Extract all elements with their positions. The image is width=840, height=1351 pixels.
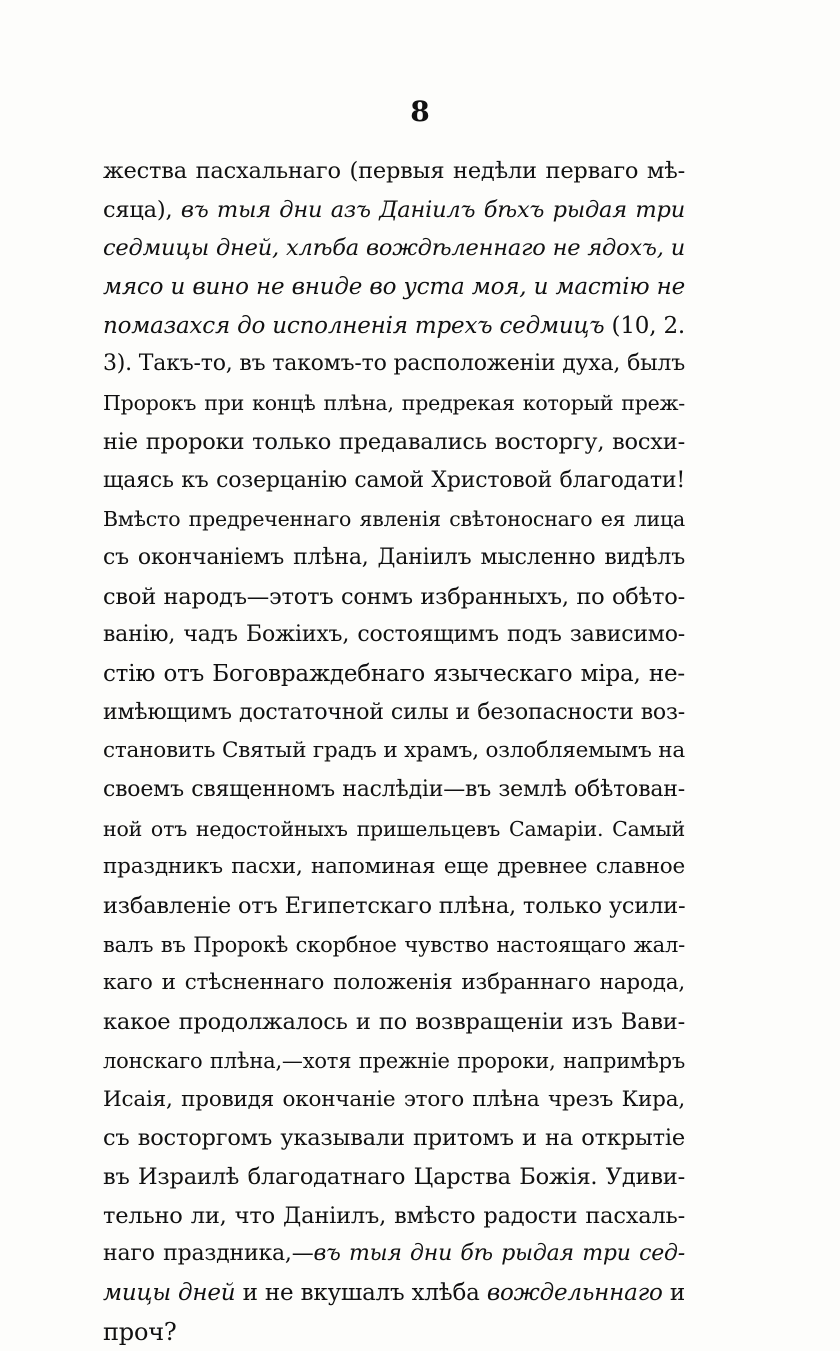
text-line xyxy=(103,771,685,810)
text-line xyxy=(103,578,685,617)
text-line xyxy=(103,384,685,423)
text-segment: щаясь къ созерцанію самой Христовой благодати! xyxy=(103,467,685,493)
text-segment: становить Святый градъ и храмъ, озлобляемымъ на xyxy=(103,738,685,764)
text-segment: Пророкъ при концѣ плѣна, предрекая который преж- xyxy=(103,391,685,416)
text-line xyxy=(103,1197,685,1236)
italic-quote-segment: въ тыя дни бѣ рыдая три сед- xyxy=(313,1241,686,1267)
text-line xyxy=(103,616,685,655)
italic-quote-segment: седмицы дней, хлѣба вождѣленнаго не ядохъ, и xyxy=(103,235,685,262)
text-segment: избавленіе отъ Египетскаго плѣна, только усили- xyxy=(103,893,686,920)
text-segment: лонскаго плѣна,—хотя прежніе пророки, напримѣръ xyxy=(103,1048,685,1073)
text-segment: ніе пророки только предавались восторгу, восхи- xyxy=(103,428,685,455)
italic-quote-segment: вождельннаго xyxy=(486,1279,663,1306)
text-segment: каго и стѣсненнаго положенія избраннаго народа, xyxy=(103,970,685,996)
text-line xyxy=(103,848,685,887)
text-line xyxy=(103,732,685,771)
text-line xyxy=(103,694,685,733)
text-segment: имѣющимъ достаточной силы и безопасности воз- xyxy=(103,699,685,725)
text-line xyxy=(103,926,685,965)
text-segment: ванію, чадъ Божіихъ, состоящимъ подъ зависимо- xyxy=(103,622,685,648)
text-segment: своемъ священномъ наслѣдіи—въ землѣ обѣтован- xyxy=(103,777,685,802)
text-segment: какое продолжалось и по возвращеніи изъ Вави- xyxy=(103,1009,685,1036)
text-segment: въ Израилѣ благодатнаго Царства Божія. Удиви- xyxy=(103,1163,685,1190)
text-segment: и не вкушалъ хлѣба xyxy=(235,1279,487,1306)
text-segment: Исаія, провидя окончаніе этого плѣна чрезъ Кира, xyxy=(103,1086,685,1112)
text-line xyxy=(103,500,685,539)
text-segment: и xyxy=(662,1279,685,1306)
text-segment: тельно ли, что Даніилъ, вмѣсто радости пасхаль- xyxy=(103,1202,685,1229)
italic-quote-segment: мясо и вино не вниде во уста моя, и мастію не xyxy=(103,274,685,301)
text-line xyxy=(103,1003,685,1042)
text-line xyxy=(103,655,685,694)
text-line xyxy=(103,152,685,191)
text-line xyxy=(103,1313,685,1351)
text-line xyxy=(103,1119,685,1158)
text-segment: съ восторгомъ указывали притомъ и на открытіе xyxy=(103,1125,685,1152)
text-line xyxy=(103,1235,685,1274)
text-line xyxy=(103,307,685,346)
text-line xyxy=(103,1158,685,1197)
italic-quote-segment: мицы дней xyxy=(103,1279,236,1306)
text-line xyxy=(103,268,685,307)
italic-quote-segment: помазахся до исполненія трехъ седмицъ xyxy=(103,312,605,339)
italic-quote-segment: въ тыя дни азъ Даніилъ бѣхъ рыдая три xyxy=(180,196,685,223)
text-line xyxy=(103,887,685,926)
text-segment: съ окончаніемъ плѣна, Даніилъ мысленно видѣлъ xyxy=(103,544,685,570)
text-segment: валъ въ Пророкѣ скорбное чувство настоящаго жал- xyxy=(103,932,685,957)
text-line xyxy=(103,191,685,230)
text-line xyxy=(103,462,685,501)
text-segment: Вмѣсто предреченнаго явленія свѣтоноснаго ея лица xyxy=(103,507,685,532)
text-line xyxy=(103,1274,685,1313)
body-text xyxy=(103,152,685,1351)
text-segment: наго праздника,— xyxy=(103,1241,314,1267)
text-segment: 3). Такъ-то, въ такомъ-то расположеніи духа, былъ xyxy=(103,351,685,377)
text-segment: жества пасхальнаго (первыя недѣли перваго мѣ- xyxy=(103,158,685,184)
text-line xyxy=(103,539,685,578)
text-line xyxy=(103,345,685,384)
text-line xyxy=(103,964,685,1003)
text-segment: стію отъ Боговраждебнаго языческаго міра, не- xyxy=(103,660,685,687)
text-segment: проч? xyxy=(103,1317,177,1346)
text-line xyxy=(103,1042,685,1081)
text-line xyxy=(103,810,685,849)
text-segment: праздникъ пасхи, напоминая еще древнее славное xyxy=(103,854,685,880)
text-segment: сяца), xyxy=(103,196,181,223)
page-number: 8 xyxy=(410,95,430,128)
text-segment: свой народъ—этотъ сонмъ избранныхъ, по обѣто- xyxy=(103,583,685,610)
text-line xyxy=(103,1081,685,1120)
text-line xyxy=(103,229,685,268)
text-segment: (10, 2. xyxy=(604,312,685,339)
text-segment: ной отъ недостойныхъ пришельцевъ Самаріи. Самый xyxy=(103,816,685,841)
text-line xyxy=(103,423,685,462)
